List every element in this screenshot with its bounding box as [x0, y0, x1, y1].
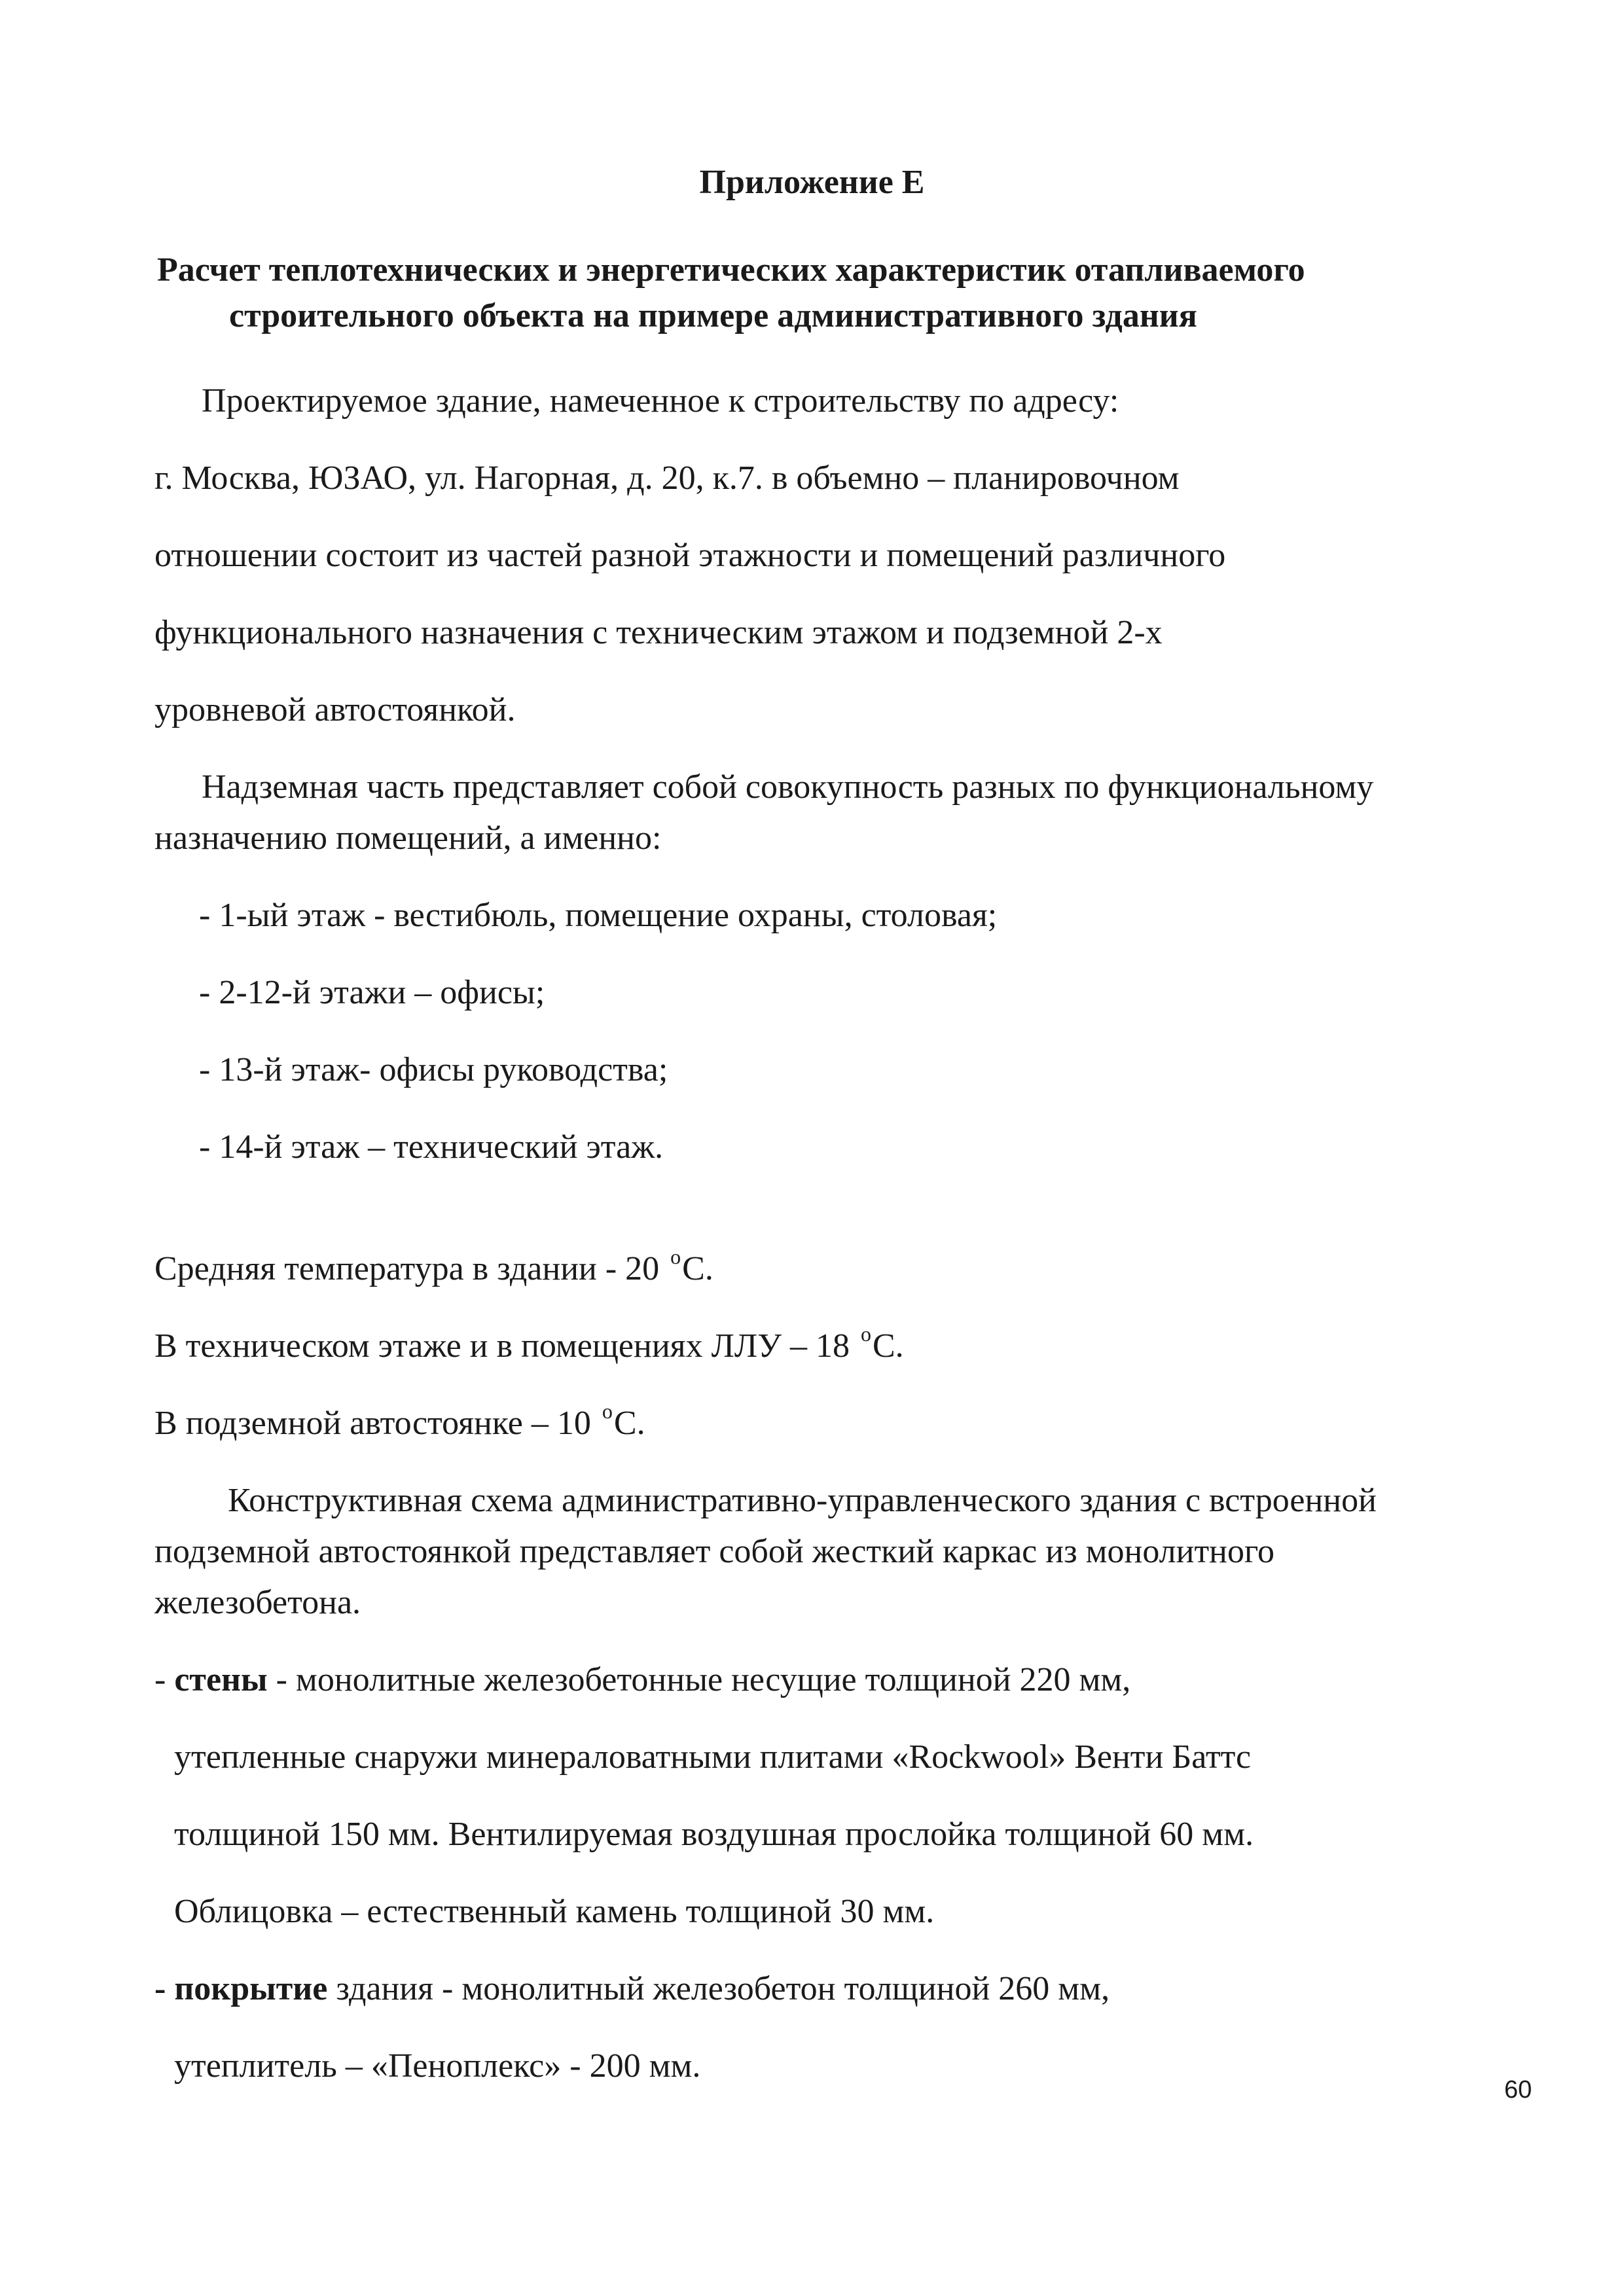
intro-line-5: уровневой автостоянкой.: [154, 691, 516, 728]
section-title-line-1: Расчет теплотехнических и энергетических характеристик отапливаемого: [157, 251, 1305, 289]
roof-label: - покрытие: [154, 1970, 328, 2007]
appendix-title: Приложение Е: [699, 164, 925, 201]
floor-item: - 14-й этаж – технический этаж.: [199, 1128, 664, 1166]
page-number: 60: [1504, 2076, 1532, 2104]
intro-line-4: функционального назначения с техническим этажом и подземной 2-х: [154, 614, 1163, 651]
intro-line-2: г. Москва, ЮЗАО, ул. Нагорная, д. 20, к.7. в объемно – планировочном: [154, 459, 1180, 497]
structure-line-2: подземной автостоянкой представляет собой жесткий каркас из монолитного: [154, 1533, 1275, 1570]
roof-line-2: утеплитель – «Пеноплекс» - 200 мм.: [174, 2047, 701, 2085]
walls-line-1: - стены - монолитные железобетонные несущие толщиной 220 мм,: [154, 1661, 1131, 1698]
walls-line-4: Облицовка – естественный камень толщиной 30 мм.: [174, 1893, 935, 1930]
degree-mark: o: [860, 1322, 871, 1346]
structure-line-1: Конструктивная схема административно-управленческого здания с встроенной: [228, 1482, 1377, 1519]
floor-item: - 2-12-й этажи – офисы;: [199, 974, 545, 1011]
degree-mark: o: [602, 1399, 613, 1423]
roof-line-1: - покрытие здания - монолитный железобетон толщиной 260 мм,: [154, 1970, 1110, 2007]
aboveground-line-1: Надземная часть представляет собой совокупность разных по функциональному: [202, 768, 1374, 806]
temperature-average: Средняя температура в здании - 20 $^o$С.: [154, 1245, 713, 1287]
intro-line-3: отношении состоит из частей разной этажности и помещений различного: [154, 537, 1226, 574]
degree-mark: o: [670, 1245, 681, 1268]
walls-line-3: толщиной 150 мм. Вентилируемая воздушная прослойка толщиной 60 мм.: [174, 1816, 1254, 1853]
floor-item: - 1-ый этаж - вестибюль, помещение охраны, столовая;: [199, 897, 998, 934]
walls-line-2: утепленные снаружи минераловатными плитами «Rockwool» Венти Баттс: [174, 1738, 1252, 1776]
aboveground-line-2: назначению помещений, а именно:: [154, 819, 662, 857]
walls-label: стены: [174, 1661, 268, 1698]
section-title-line-2: строительного объекта на примере административного здания: [229, 297, 1197, 334]
floor-item: - 13-й этаж- офисы руководства;: [199, 1051, 668, 1088]
structure-line-3: железобетона.: [154, 1584, 361, 1621]
temperature-technical: В техническом этаже и в помещениях ЛЛУ – 18 $^o$С.: [154, 1322, 904, 1365]
temperature-parking: В подземной автостоянке – 10 $^o$С.: [154, 1399, 645, 1442]
intro-line-1: Проектируемое здание, намеченное к строительству по адресу:: [202, 382, 1119, 420]
